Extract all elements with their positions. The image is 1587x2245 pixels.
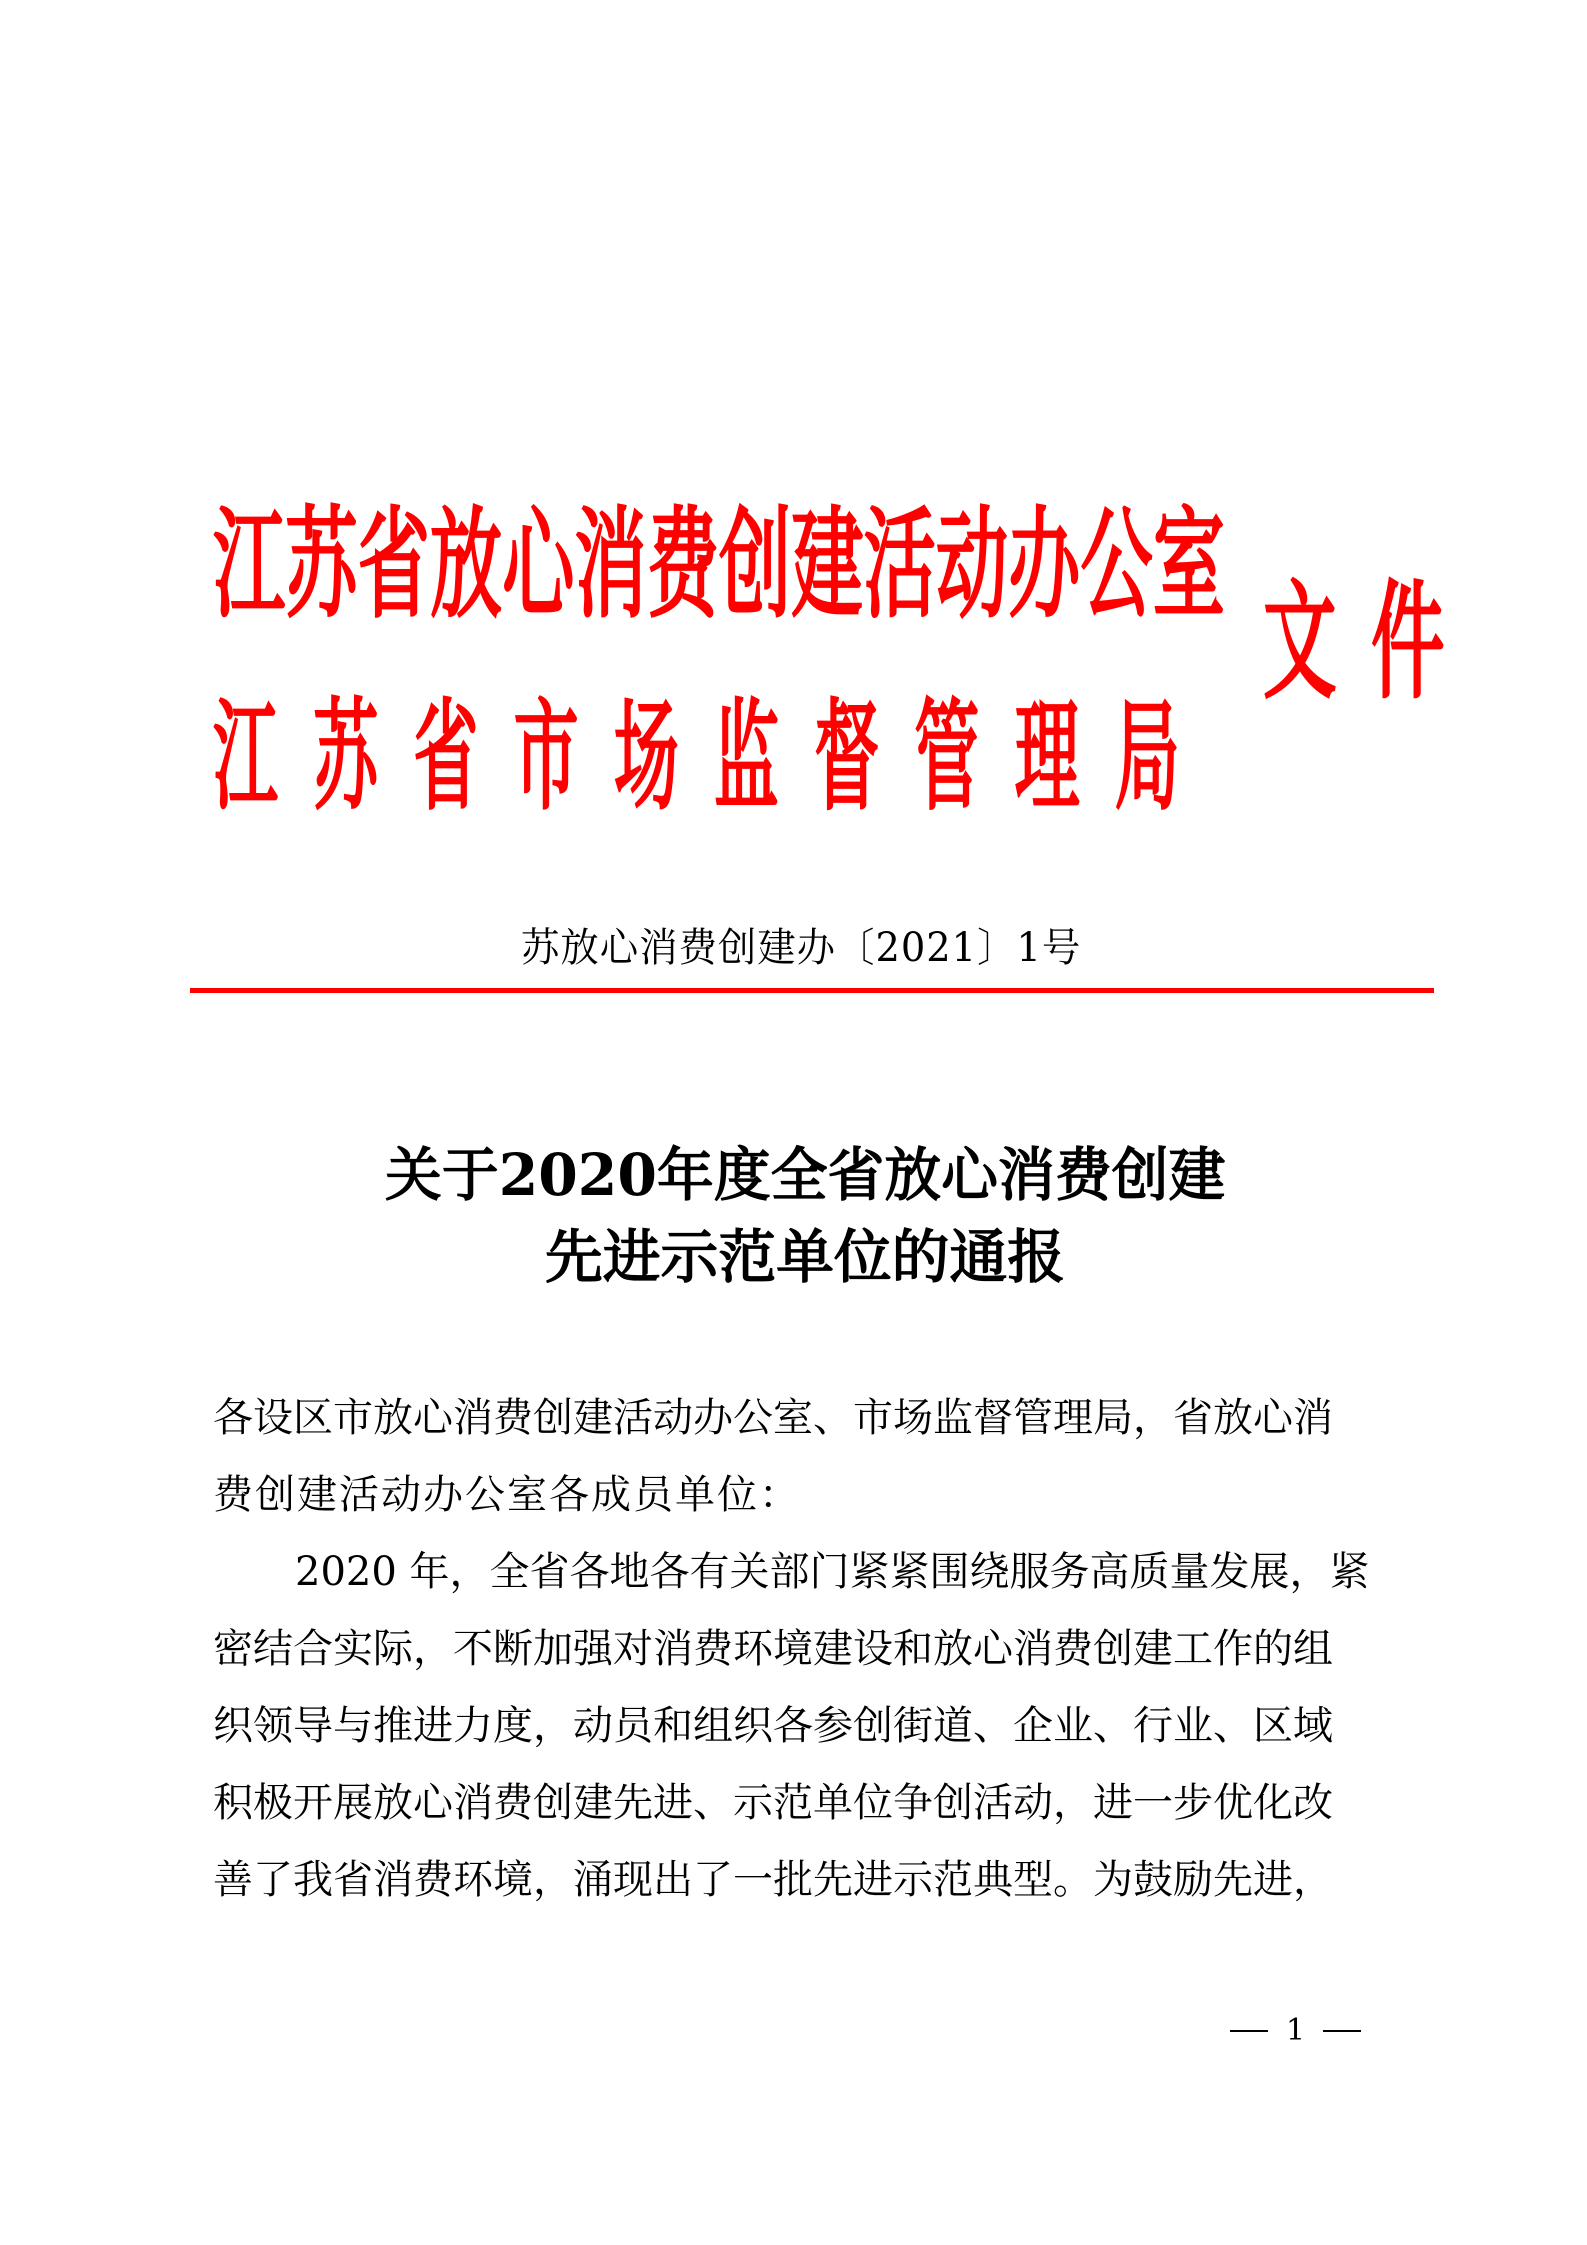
page-dash-right bbox=[1323, 2030, 1361, 2032]
body-line: 织领导与推进力度，动员和组织各参创街道、企业、行业、区域 bbox=[213, 1703, 1333, 1749]
body-line: 费创建活动办公室各成员单位： bbox=[213, 1472, 801, 1518]
document-title-line-2: 先进示范单位的通报 bbox=[545, 1223, 1066, 1291]
document-body bbox=[213, 1395, 1385, 1937]
document-title-line-1: 关于2020年度全省放心消费创建 bbox=[385, 1141, 1226, 1209]
page-number-value: 1 bbox=[1286, 2013, 1306, 2048]
page-dash-left bbox=[1230, 2030, 1268, 2032]
body-line: 2020 年，全省各地各有关部门紧紧围绕服务高质量发展，紧 bbox=[295, 1549, 1370, 1595]
body-line: 密结合实际，不断加强对消费环境建设和放心消费创建工作的组 bbox=[213, 1626, 1333, 1672]
masthead-issuer-1: 江苏省放心消费创建活动办公室 bbox=[213, 494, 1225, 635]
masthead-issuer-2: 江苏省市场监督管理局 bbox=[213, 686, 1215, 827]
body-line: 善了我省消费环境，涌现出了一批先进示范典型。为鼓励先进， bbox=[213, 1857, 1333, 1903]
page-number bbox=[1230, 2013, 1361, 2048]
masthead-document-label: 文件 bbox=[1263, 567, 1480, 717]
red-separator-rule bbox=[190, 988, 1434, 993]
body-line: 各设区市放心消费创建活动办公室、市场监督管理局，省放心消 bbox=[213, 1395, 1333, 1441]
document-number: 苏放心消费创建办〔2021〕1号 bbox=[521, 925, 1082, 971]
body-line: 积极开展放心消费创建先进、示范单位争创活动，进一步优化改 bbox=[213, 1780, 1333, 1826]
